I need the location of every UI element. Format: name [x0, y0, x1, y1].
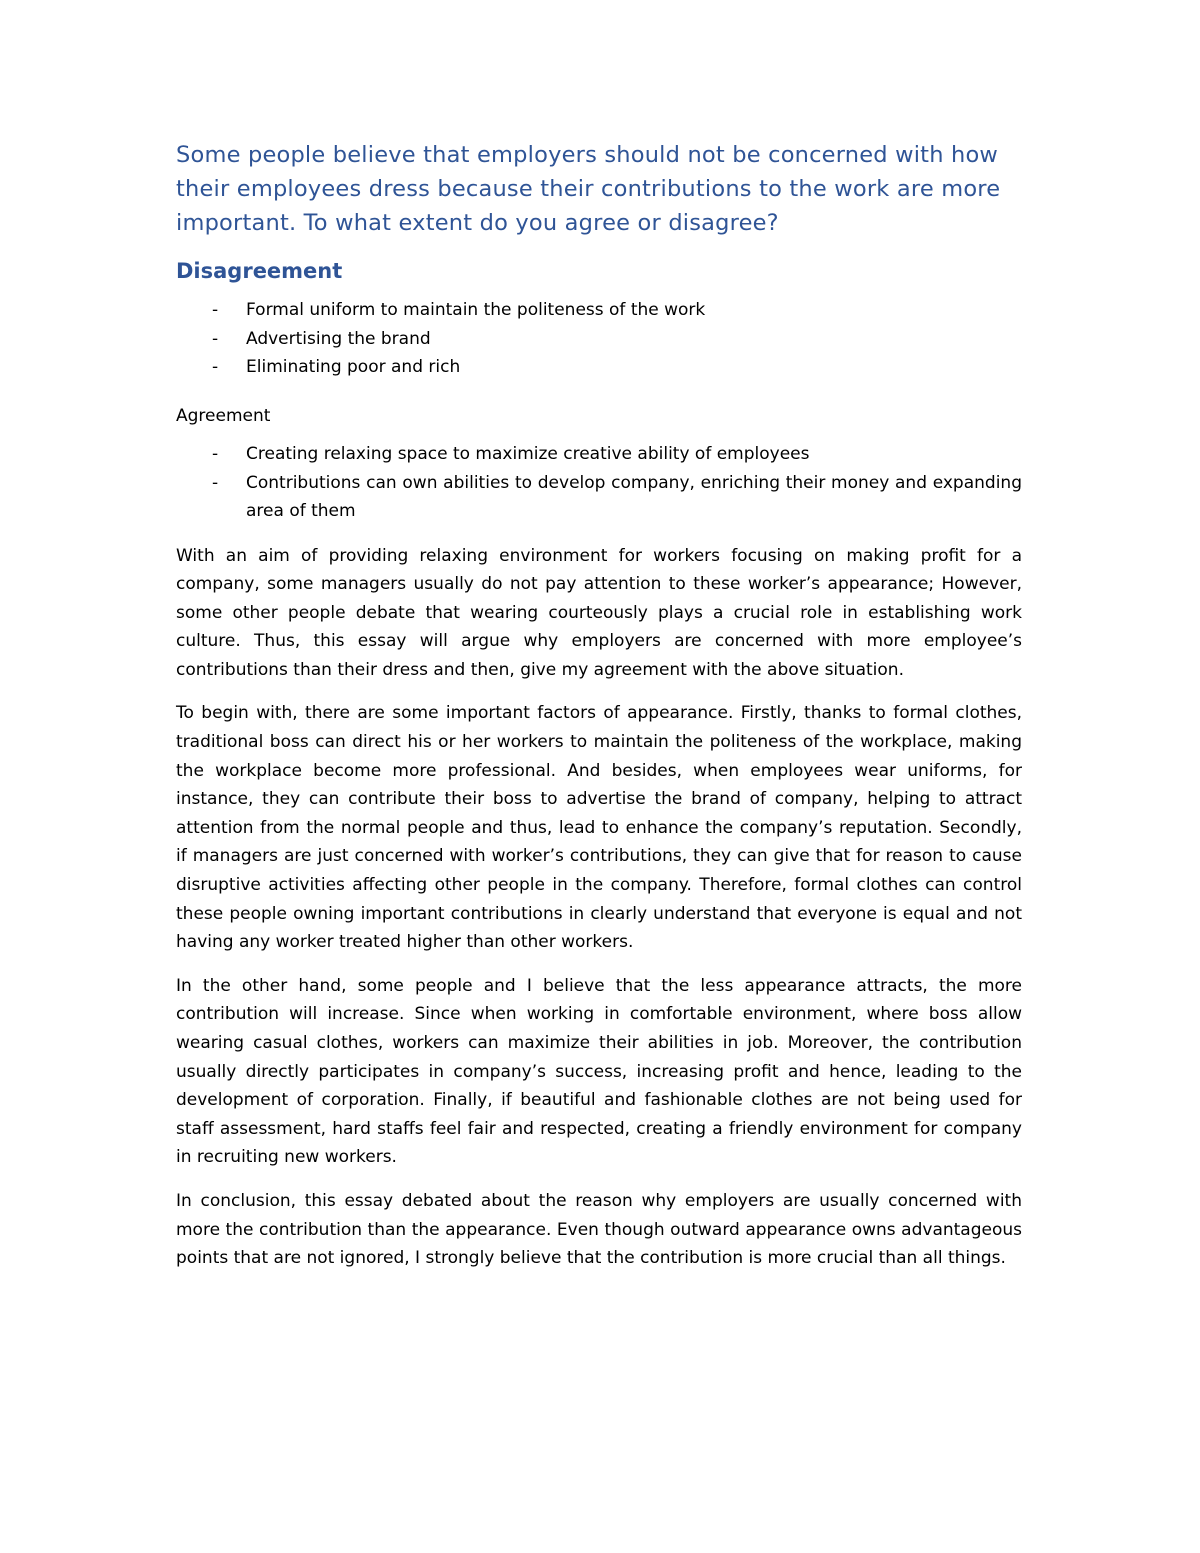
list-item [176, 296, 1022, 325]
bullet-dash: - [212, 328, 219, 349]
document-page [176, 138, 1022, 1273]
list-item-text: Creating relaxing space to maximize creative ability of employees [246, 444, 810, 464]
body-paragraph-contribution: In the other hand, some people and I believe that the less appearance attracts, the more contribution will increase. Since when working in comfortable environment, where boss allow wearing casual clothes, workers can maximize their abilities in job. Moreover, the contribution usually directly participates in company’s success, increasing profit and hence, leading to the development of corporation. Finally, if beautiful and fashionable clothes are not being used for staff assessment, hard staffs feel fair and respected, creating a friendly environment for company in recruiting new workers. [176, 975, 1022, 1168]
intro-paragraph: With an aim of providing relaxing environment for workers focusing on making profit for a company, some managers usually do not pay attention to these worker’s appearance; However, some other people debate that wearing courteously plays a crucial role in establishing work culture. Thus, this essay will argue why employers are concerned with more employee’s contributions than their dress and then, give my agreement with the above situation. [176, 545, 1022, 680]
list-item-text: Formal uniform to maintain the politeness of the work [246, 300, 706, 320]
agreement-heading: Agreement [176, 405, 271, 426]
conclusion-paragraph: In conclusion, this essay debated about the reason why employers are usually concerned with more the contribution than the appearance. Even though outward appearance owns advantageous points that are not ignored, I strongly believe that the contribution is more crucial than all things. [176, 1190, 1022, 1269]
disagreement-list [176, 296, 1022, 382]
list-item-text: Contributions can own abilities to develop company, enriching their money and expanding area of them [246, 472, 1022, 521]
agreement-list [176, 440, 1022, 526]
bullet-dash: - [212, 444, 219, 464]
list-item [176, 440, 1022, 469]
essay-question-title: Some people believe that employers should not be concerned with how their employees dress because their contributions to the work are more important. To what extent do you agree or disagree? [176, 142, 1001, 236]
list-item [176, 325, 1022, 354]
body-paragraph-appearance: To begin with, there are some important factors of appearance. Firstly, thanks to formal clothes, traditional boss can direct his or her workers to maintain the politeness of the workplace, making the workplace become more professional. And besides, when employees wear uniforms, for instance, they can contribute their boss to advertise the brand of company, helping to attract attention from the normal people and thus, lead to enhance the company’s reputation. Secondly, if managers are just concerned with worker’s contributions, they can give that for reason to cause disruptive activities affecting other people in the company. Therefore, formal clothes can control these people owning important contributions in clearly understand that everyone is equal and not having any worker treated higher than other workers. [176, 703, 1022, 953]
list-item-text: Eliminating poor and rich [246, 357, 461, 377]
list-item-text: Advertising the brand [246, 328, 431, 349]
list-item [176, 353, 1022, 382]
disagreement-heading: Disagreement [176, 259, 343, 283]
bullet-dash: - [212, 300, 219, 320]
bullet-dash: - [212, 472, 219, 493]
bullet-dash: - [212, 357, 219, 377]
list-item [176, 469, 1022, 526]
